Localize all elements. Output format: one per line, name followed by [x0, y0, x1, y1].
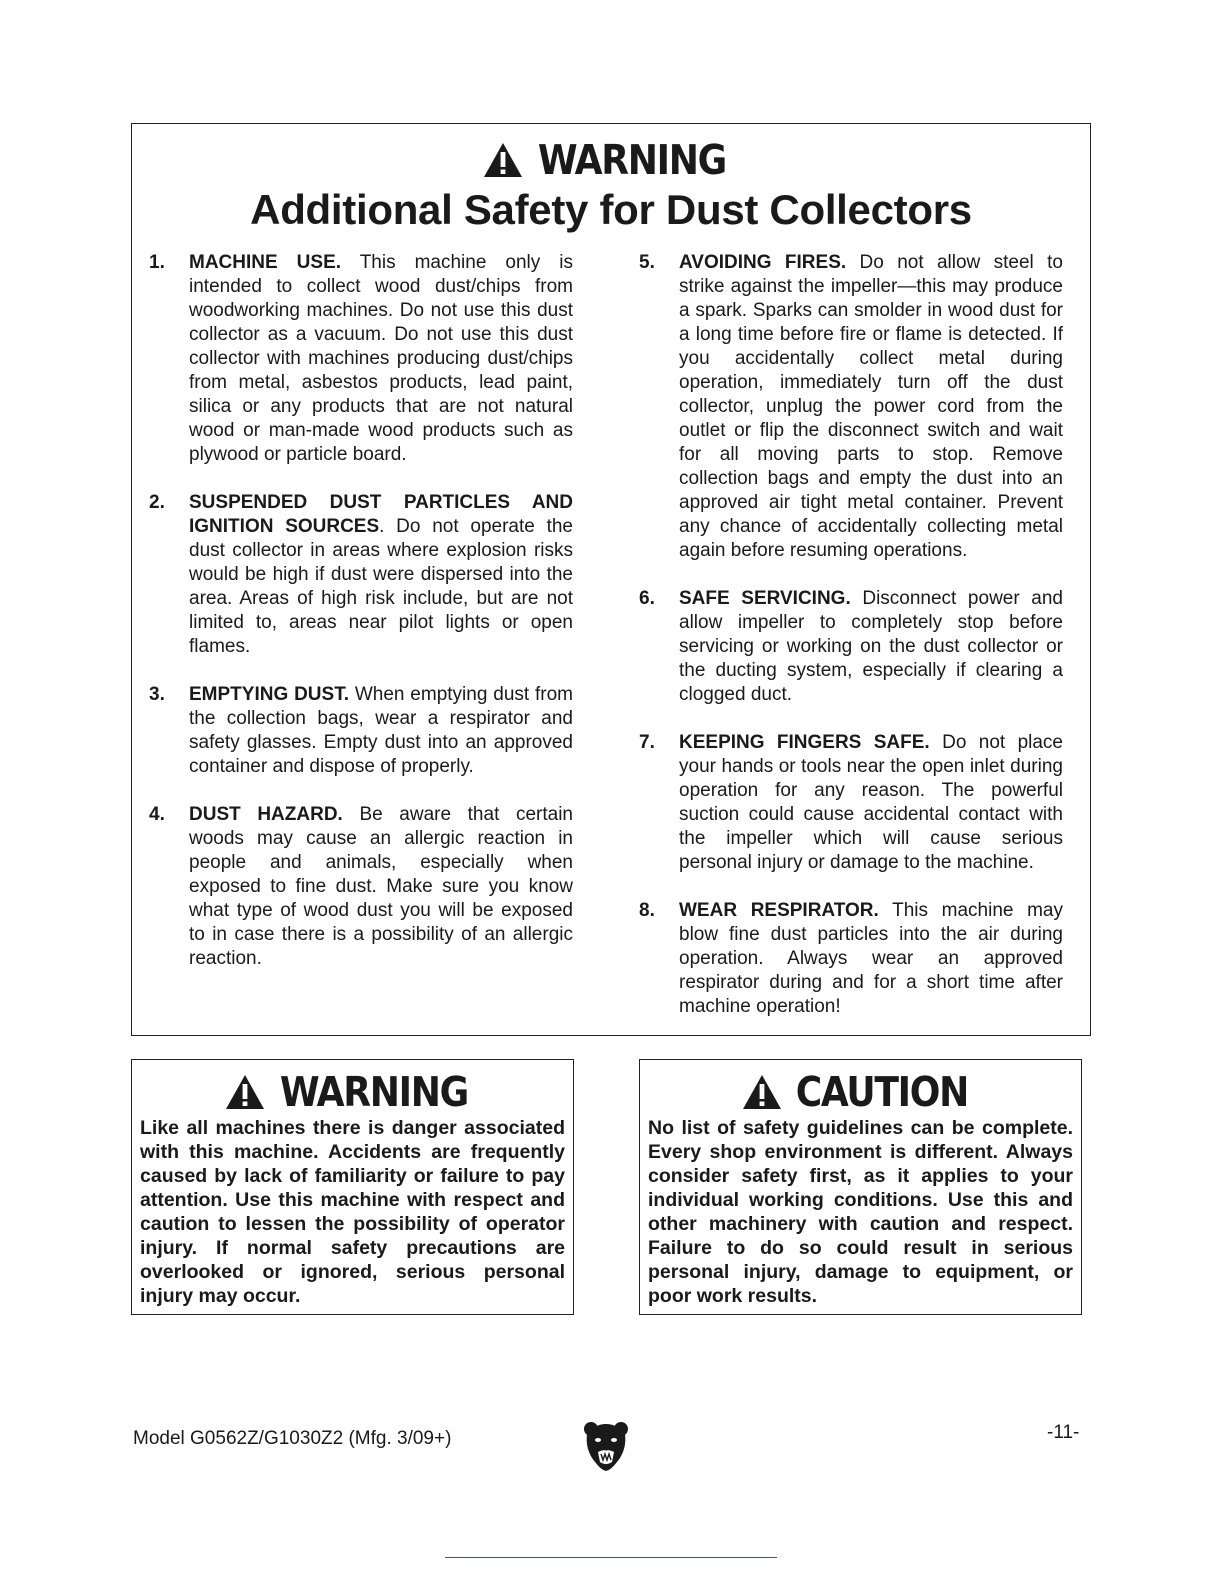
divider — [445, 1557, 777, 1558]
safety-item — [149, 803, 573, 971]
item-number: 6. — [639, 588, 655, 609]
safety-item — [149, 491, 573, 659]
item-number: 3. — [149, 684, 165, 705]
item-body: When emptying dust from the collection bags, wear a respirator and safety glasses. Empty dust into an approved container and dispose of properly. — [189, 684, 574, 777]
page-title: Additional Safety for Dust Collectors — [250, 186, 972, 233]
item-heading: KEEPING FINGERS SAFE. — [679, 732, 930, 753]
warning-label: WARNING — [279, 1068, 468, 1116]
item-body: Do not allow steel to strike against the impeller—this may produce a spark. Sparks can smolder in wood dust for a long time before fire or flame is detected. If you accidentally collect metal during operation, immediately turn off the dust collector, unplug the power cord from the outlet or flip the disconnect switch and wait for all moving parts to stop. Remove collection bags and empty the dust into an approved air tight metal container. Prevent any chance of accidentally collecting metal again before resuming operations. — [679, 252, 1063, 561]
safety-item — [639, 251, 1063, 563]
item-number: 2. — [149, 492, 165, 513]
item-body: This machine may blow fine dust particles into the air during operation. Always wear an approved respirator during and for a short time after machine operation! — [679, 900, 1063, 1017]
item-heading: AVOIDING FIRES. — [679, 252, 847, 273]
item-heading: DUST HAZARD. — [189, 804, 343, 825]
safety-list-right — [639, 251, 1063, 1043]
safety-item — [639, 587, 1063, 707]
safety-item — [639, 899, 1063, 1019]
footer-model: Model G0562Z/G1030Z2 (Mfg. 3/09+) — [133, 1428, 452, 1449]
warning-triangle-icon — [225, 1074, 265, 1110]
caution-text: No list of safety guidelines can be complete. Every shop environment is different. Always consider safety first, as it applies to your individual working conditions. Use this and other machinery with caution and respect. Failure to do so could result in serious personal injury, damage to equipment, or poor work results. — [648, 1117, 1073, 1307]
warning-banner — [132, 136, 1090, 184]
caution-label: CAUTION — [795, 1068, 968, 1116]
warning-label: WARNING — [537, 136, 727, 184]
item-body: Do not place your hands or tools near the open inlet during operation for any reason. The powerful suction could cause accidental contact with the impeller which will cause serious personal injury or damage to the machine. — [679, 732, 1063, 873]
item-heading: WEAR RESPIRATOR. — [679, 900, 879, 921]
warning-text: Like all machines there is danger associated with this machine. Accidents are frequently caused by lack of familiarity or failure to pay attention. Use this machine with respect and caution to lessen the possibility of operator injury. If normal safety precautions are overlooked or ignored, serious personal injury may occur. — [140, 1117, 565, 1307]
warning-triangle-icon — [483, 142, 523, 178]
caution-banner — [640, 1068, 1081, 1116]
warning-triangle-icon — [742, 1074, 782, 1110]
caution-box — [639, 1059, 1082, 1315]
bear-head-logo-icon — [583, 1420, 629, 1472]
safety-item — [149, 251, 573, 467]
item-body: This machine only is intended to collect wood dust/chips from woodworking machines. Do not use this dust collector as a vacuum. Do not use this dust collector with machines producing dust/chips from metal, asbestos products, lead paint, silica or any products that are not natural wood or man-made wood products such as plywood or particle board. — [189, 252, 574, 465]
item-number: 4. — [149, 804, 165, 825]
safety-list-left — [149, 251, 573, 995]
item-body: . Do not operate the dust collector in areas where explosion risks would be high if dust were dispersed into the area. Areas of high risk include, but are not limited to, areas near pilot lights or open flames. — [189, 516, 573, 657]
item-heading: SAFE SERVICING. — [679, 588, 851, 609]
item-body: Disconnect power and allow impeller to completely stop before servicing or working on the dust collector or the ducting system, especially if clearing a clogged duct. — [679, 588, 1063, 705]
item-heading: SUSPENDED DUST PARTICLES AND IGNITION SOURCES — [189, 492, 573, 537]
item-number: 5. — [639, 252, 655, 273]
warning-box — [131, 1059, 574, 1315]
page-number: -11- — [1047, 1422, 1080, 1443]
item-number: 8. — [639, 900, 655, 921]
safety-item — [639, 731, 1063, 875]
item-heading: MACHINE USE. — [189, 252, 342, 273]
item-number: 1. — [149, 252, 165, 273]
item-number: 7. — [639, 732, 655, 753]
item-body: Be aware that certain woods may cause an allergic reaction in people and animals, especially when exposed to fine dust. Make sure you know what type of wood dust you will be exposed to in case there is a possibility of an allergic reaction. — [189, 804, 573, 969]
warning-banner — [132, 1068, 573, 1116]
safety-item — [149, 683, 573, 779]
item-heading: EMPTYING DUST. — [189, 684, 349, 705]
safety-panel — [131, 123, 1091, 1036]
